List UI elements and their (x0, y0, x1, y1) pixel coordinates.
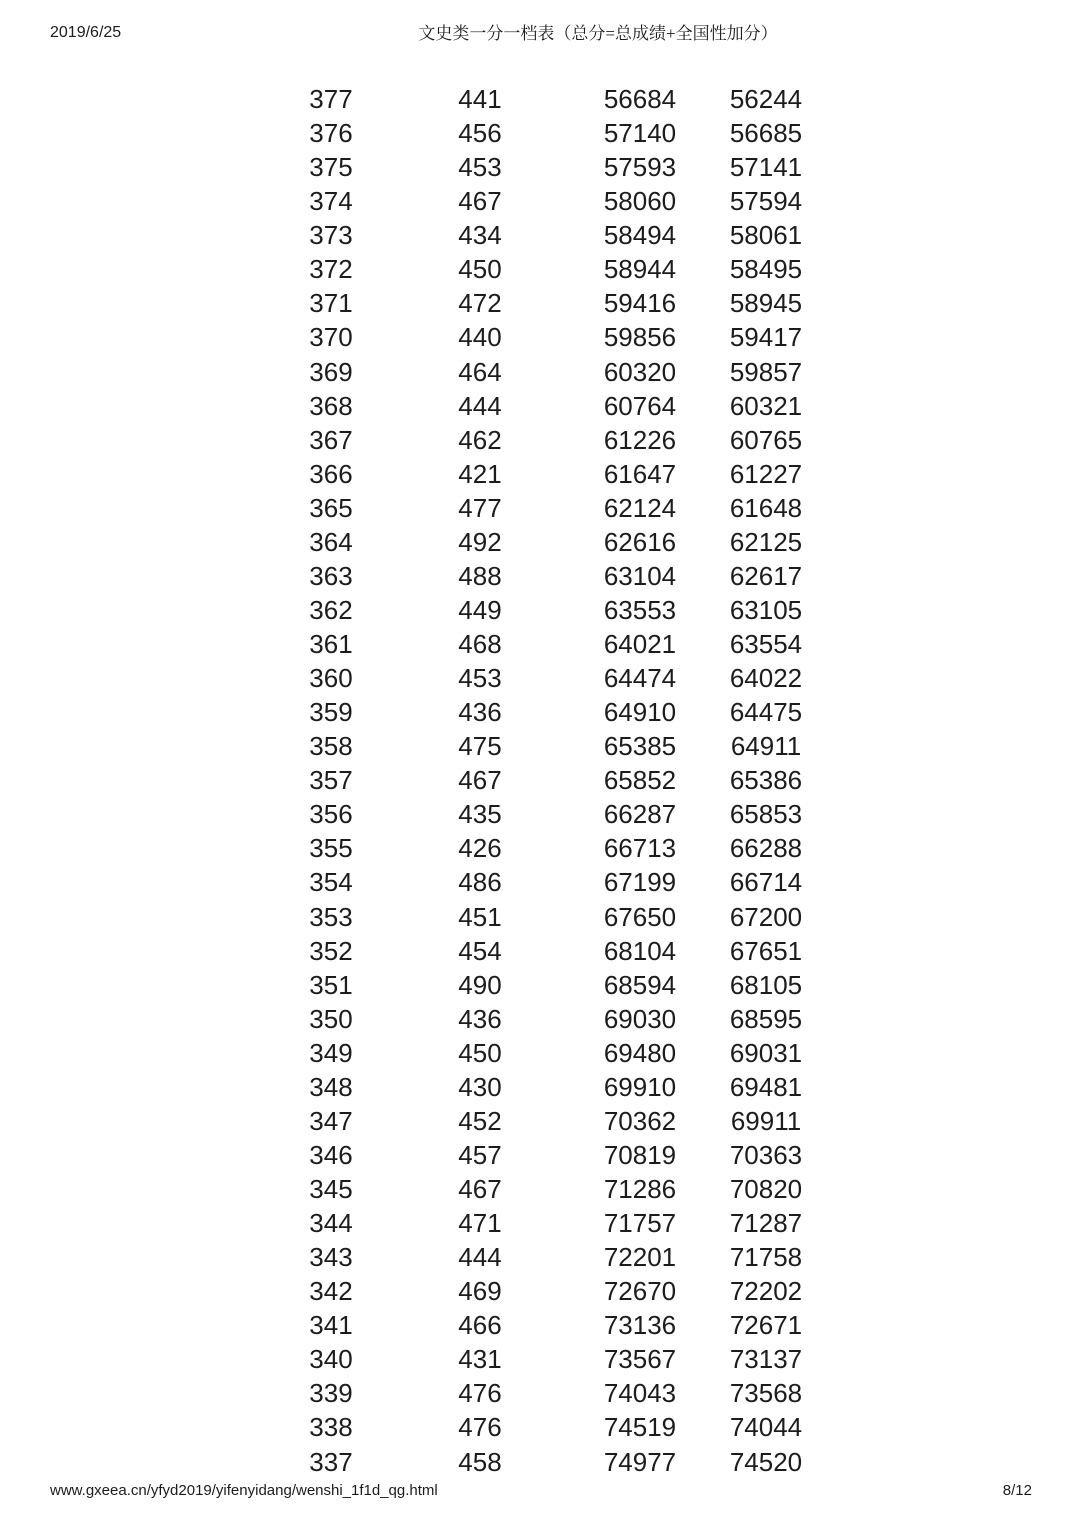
table-cell: 65386 (729, 765, 803, 796)
table-cell: 58495 (729, 254, 803, 285)
table-cell: 350 (309, 1003, 353, 1034)
table-cell: 343 (309, 1242, 353, 1273)
table-row (0, 252, 1080, 286)
table-cell: 72202 (729, 1276, 803, 1307)
table-cell: 356 (309, 799, 353, 830)
table-row (0, 559, 1080, 593)
table-cell: 59856 (603, 322, 677, 353)
table-row (0, 934, 1080, 968)
table-row (0, 286, 1080, 320)
table-cell: 70363 (729, 1139, 803, 1170)
table-cell: 456 (458, 118, 502, 149)
table-cell: 58060 (603, 186, 677, 217)
table-row (0, 1002, 1080, 1036)
table-cell: 68595 (729, 1003, 803, 1034)
table-cell: 431 (458, 1344, 502, 1375)
table-cell: 67650 (603, 901, 677, 932)
table-cell: 348 (309, 1071, 353, 1102)
table-cell: 67199 (603, 867, 677, 898)
table-cell: 469 (458, 1276, 502, 1307)
table-cell: 56244 (729, 84, 803, 114)
table-row (0, 150, 1080, 184)
table-row (0, 729, 1080, 763)
table-cell: 349 (309, 1037, 353, 1068)
page-number: 8/12 (1002, 1482, 1032, 1499)
table-cell: 60765 (729, 424, 803, 455)
table-cell: 68594 (603, 969, 677, 1000)
table-row (0, 763, 1080, 797)
table-cell: 57141 (729, 152, 803, 183)
table-cell: 351 (309, 969, 353, 1000)
table-cell: 69480 (603, 1037, 677, 1068)
table-cell: 58944 (603, 254, 677, 285)
table-cell: 66288 (729, 833, 803, 864)
table-cell: 477 (458, 492, 502, 523)
table-row (0, 900, 1080, 934)
table-cell: 74043 (603, 1378, 677, 1409)
table-cell: 450 (458, 254, 502, 285)
table-cell: 62124 (603, 492, 677, 523)
page-title: 文史类一分一档表（总分=总成绩+全国性加分） (418, 24, 778, 43)
table-cell: 66287 (603, 799, 677, 830)
table-row (0, 389, 1080, 423)
table-row (0, 1445, 1080, 1479)
table-cell: 368 (309, 390, 353, 421)
table-cell: 344 (309, 1208, 353, 1239)
table-cell: 434 (458, 220, 502, 251)
table-cell: 60320 (603, 356, 677, 387)
table-cell: 430 (458, 1071, 502, 1102)
table-cell: 60764 (603, 390, 677, 421)
table-row (0, 865, 1080, 899)
table-cell: 372 (309, 254, 353, 285)
table-row (0, 218, 1080, 252)
table-row (0, 320, 1080, 354)
table-cell: 467 (458, 765, 502, 796)
table-cell: 66714 (729, 867, 803, 898)
table-row (0, 1410, 1080, 1444)
table-cell: 59417 (729, 322, 803, 353)
table-row (0, 1342, 1080, 1376)
table-cell: 340 (309, 1344, 353, 1375)
table-cell: 358 (309, 731, 353, 762)
table-cell: 72670 (603, 1276, 677, 1307)
table-cell: 69031 (729, 1037, 803, 1068)
table-cell: 74519 (603, 1412, 677, 1443)
table-cell: 65385 (603, 731, 677, 762)
table-cell: 64021 (603, 629, 677, 659)
table-cell: 71758 (729, 1242, 803, 1273)
table-cell: 74977 (603, 1446, 677, 1477)
table-row (0, 1274, 1080, 1308)
table-cell: 361 (309, 629, 353, 659)
table-cell: 57594 (729, 186, 803, 217)
table-row (0, 695, 1080, 729)
table-cell: 363 (309, 560, 353, 591)
table-cell: 337 (309, 1446, 353, 1477)
table-row (0, 1308, 1080, 1342)
table-cell: 421 (458, 458, 502, 489)
footer-url: www.gxeea.cn/yfyd2019/yifenyidang/wenshi_1f1d_qg.html (50, 1482, 438, 1499)
table-row (0, 1138, 1080, 1172)
table-cell: 450 (458, 1037, 502, 1068)
table-cell: 65852 (603, 765, 677, 796)
table-cell: 62617 (729, 560, 803, 591)
table-cell: 73137 (729, 1344, 803, 1375)
table-row (0, 423, 1080, 457)
table-cell: 360 (309, 663, 353, 694)
table-cell: 464 (458, 356, 502, 387)
table-cell: 345 (309, 1174, 353, 1204)
table-cell: 67200 (729, 901, 803, 932)
table-cell: 453 (458, 663, 502, 694)
table-cell: 492 (458, 526, 502, 557)
table-cell: 467 (458, 186, 502, 217)
table-cell: 69481 (729, 1071, 803, 1102)
table-cell: 72671 (729, 1310, 803, 1341)
table-cell: 462 (458, 424, 502, 455)
table-row (0, 1376, 1080, 1410)
table-cell: 64911 (730, 731, 802, 762)
table-cell: 352 (309, 935, 353, 966)
table-cell: 61227 (729, 458, 803, 489)
table-row (0, 593, 1080, 627)
table-cell: 69911 (730, 1105, 802, 1136)
table-cell: 61648 (729, 492, 803, 523)
table-cell: 67651 (729, 935, 803, 966)
table-cell: 444 (458, 390, 502, 421)
table-cell: 488 (458, 560, 502, 591)
table-cell: 346 (309, 1139, 353, 1170)
table-cell: 452 (458, 1105, 502, 1136)
table-cell: 440 (458, 322, 502, 353)
table-cell: 490 (458, 969, 502, 1000)
table-row (0, 661, 1080, 695)
table-cell: 69030 (603, 1003, 677, 1034)
table-row (0, 1070, 1080, 1104)
table-cell: 72201 (603, 1242, 677, 1273)
table-row (0, 184, 1080, 218)
table-cell: 353 (309, 901, 353, 932)
header-date: 2019/6/25 (50, 24, 122, 41)
table-cell: 71287 (729, 1208, 803, 1239)
table-cell: 359 (309, 697, 353, 728)
table-cell: 342 (309, 1276, 353, 1307)
table-cell: 364 (309, 526, 353, 557)
table-cell: 341 (309, 1310, 353, 1341)
table-row (0, 797, 1080, 831)
table-cell: 367 (309, 424, 353, 455)
table-cell: 63554 (729, 629, 803, 659)
table-cell: 62616 (603, 526, 677, 557)
table-cell: 486 (458, 867, 502, 898)
table-cell: 63553 (603, 594, 677, 625)
table-cell: 436 (458, 697, 502, 728)
table-cell: 65853 (729, 799, 803, 830)
table-cell: 70820 (729, 1174, 803, 1204)
table-cell: 444 (458, 1242, 502, 1273)
table-cell: 71286 (603, 1174, 677, 1204)
table-cell: 362 (309, 594, 353, 625)
table-cell: 58061 (729, 220, 803, 251)
table-cell: 426 (458, 833, 502, 864)
table-cell: 56685 (729, 118, 803, 149)
table-cell: 339 (309, 1378, 353, 1409)
table-cell: 476 (458, 1378, 502, 1409)
table-row (0, 457, 1080, 491)
table-cell: 354 (309, 867, 353, 898)
table-cell: 453 (458, 152, 502, 183)
table-cell: 457 (458, 1139, 502, 1170)
table-cell: 61647 (603, 458, 677, 489)
table-cell: 441 (458, 84, 502, 114)
table-row (0, 491, 1080, 525)
table-cell: 449 (458, 594, 502, 625)
table-cell: 58494 (603, 220, 677, 251)
table-row (0, 82, 1080, 116)
table-cell: 466 (458, 1310, 502, 1341)
table-cell: 57593 (603, 152, 677, 183)
table-cell: 64022 (729, 663, 803, 694)
table-cell: 355 (309, 833, 353, 864)
table-cell: 373 (309, 220, 353, 251)
table-cell: 357 (309, 765, 353, 796)
table-cell: 370 (309, 322, 353, 353)
table-row (0, 1172, 1080, 1206)
table-cell: 476 (458, 1412, 502, 1443)
table-cell: 374 (309, 186, 353, 217)
table-cell: 66713 (603, 833, 677, 864)
table-row (0, 1036, 1080, 1070)
table-cell: 73568 (729, 1378, 803, 1409)
table-cell: 58945 (729, 288, 803, 319)
table-cell: 64474 (603, 663, 677, 694)
table-cell: 458 (458, 1446, 502, 1477)
table-cell: 467 (458, 1174, 502, 1204)
table-cell: 377 (309, 84, 353, 114)
table-cell: 73567 (603, 1344, 677, 1375)
table-row (0, 968, 1080, 1002)
table-cell: 64910 (603, 697, 677, 728)
table-cell: 60321 (729, 390, 803, 421)
table-cell: 70819 (603, 1139, 677, 1170)
table-cell: 59857 (729, 356, 803, 387)
table-row (0, 525, 1080, 559)
table-cell: 369 (309, 356, 353, 387)
table-cell: 68105 (729, 969, 803, 1000)
table-row (0, 831, 1080, 865)
table-cell: 454 (458, 935, 502, 966)
table-cell: 74520 (729, 1446, 803, 1477)
table-cell: 62125 (729, 526, 803, 557)
table-cell: 451 (458, 901, 502, 932)
table-cell: 61226 (603, 424, 677, 455)
table-cell: 366 (309, 458, 353, 489)
table-cell: 63105 (729, 594, 803, 625)
table-cell: 338 (309, 1412, 353, 1443)
table-cell: 56684 (603, 84, 677, 114)
table-cell: 57140 (603, 118, 677, 149)
table-row (0, 627, 1080, 661)
table-row (0, 355, 1080, 389)
score-table (0, 82, 1080, 1479)
table-cell: 63104 (603, 560, 677, 591)
table-row (0, 1104, 1080, 1138)
table-row (0, 1240, 1080, 1274)
table-cell: 68104 (603, 935, 677, 966)
table-cell: 468 (458, 629, 502, 659)
table-row (0, 116, 1080, 150)
table-cell: 471 (458, 1208, 502, 1239)
table-cell: 376 (309, 118, 353, 149)
table-cell: 436 (458, 1003, 502, 1034)
table-cell: 74044 (729, 1412, 803, 1443)
table-cell: 375 (309, 152, 353, 183)
table-cell: 472 (458, 288, 502, 319)
table-cell: 71757 (603, 1208, 677, 1239)
table-cell: 365 (309, 492, 353, 523)
table-cell: 64475 (729, 697, 803, 728)
table-cell: 69910 (603, 1071, 677, 1102)
table-cell: 371 (309, 288, 353, 319)
table-row (0, 1206, 1080, 1240)
table-cell: 475 (458, 731, 502, 762)
table-cell: 347 (309, 1105, 353, 1136)
table-cell: 73136 (603, 1310, 677, 1341)
table-cell: 59416 (603, 288, 677, 319)
table-cell: 435 (458, 799, 502, 830)
table-cell: 70362 (603, 1105, 677, 1136)
